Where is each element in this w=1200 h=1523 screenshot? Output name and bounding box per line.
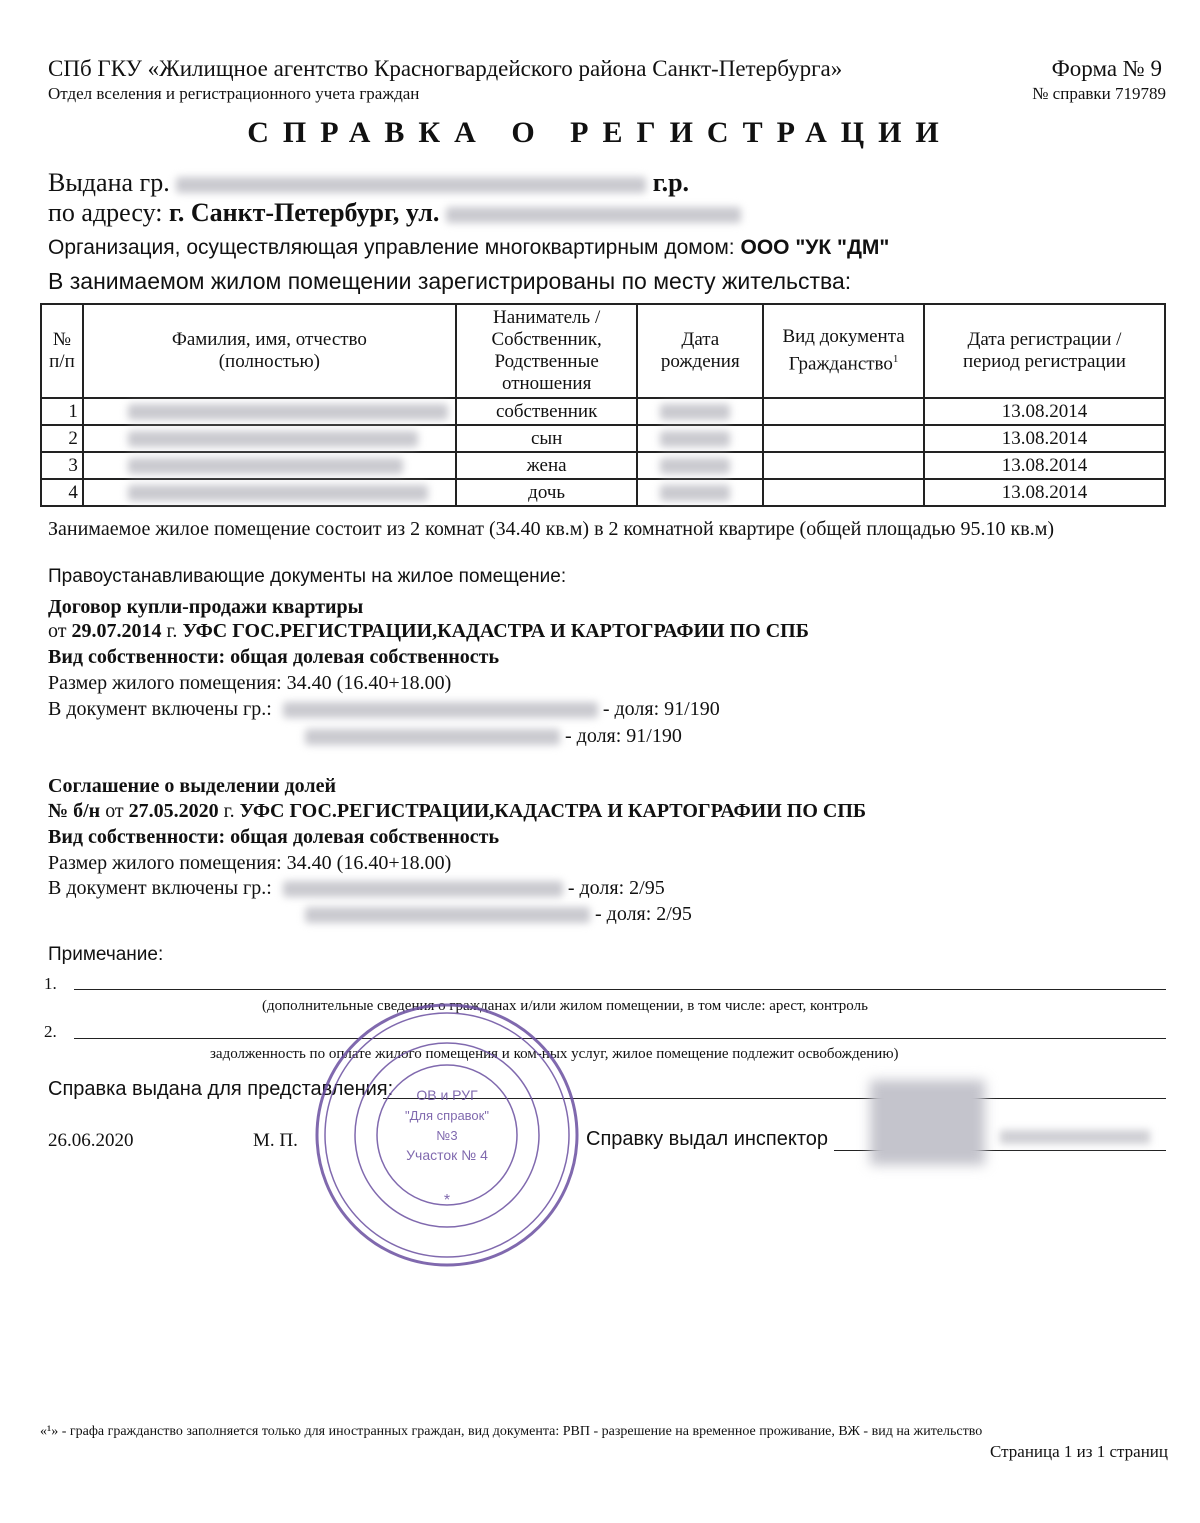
table-row <box>41 398 1165 425</box>
doc2-size: Размер жилого помещения: 34.40 (16.40+18.00) <box>48 852 452 874</box>
row-doc <box>763 452 924 479</box>
row-reg: 13.08.2014 <box>924 398 1165 425</box>
doc1-title: Договор купли-продажи квартиры <box>48 596 364 618</box>
row-num: 2 <box>41 425 83 452</box>
address-line <box>48 198 741 228</box>
registration-table <box>40 303 1166 507</box>
management-line <box>48 236 889 260</box>
org-name: СПб ГКУ «Жилищное агентство Красногвардейского района Санкт-Петербурга» <box>48 56 843 81</box>
row-role: собственник <box>456 398 638 425</box>
stamp-star: * <box>443 1192 451 1209</box>
doc1-included: В документ включены гр.: - доля: 91/190 <box>48 698 720 720</box>
row-reg: 13.08.2014 <box>924 452 1165 479</box>
issued-to-line <box>48 168 689 198</box>
table-row <box>41 425 1165 452</box>
official-seal <box>312 1000 582 1270</box>
docs-label: Правоустанавливающие документы на жилое помещение: <box>48 566 567 587</box>
issued-suffix: г.р. <box>652 168 690 197</box>
row-num: 3 <box>41 452 83 479</box>
address-label: по адресу: <box>48 198 163 227</box>
table-header-row <box>41 304 1165 398</box>
header-num: № п/п <box>41 304 83 398</box>
row-num: 1 <box>41 398 83 425</box>
department-name: Отдел вселения и регистрационного учета граждан <box>48 84 420 103</box>
row-role: жена <box>456 452 638 479</box>
row-reg: 13.08.2014 <box>924 425 1165 452</box>
doc2-title: Соглашение о выделении долей <box>48 775 336 797</box>
inspector-name-redacted <box>1000 1130 1150 1144</box>
doc2-registration-line: № б/н от 27.05.2020 г. УФС ГОС.РЕГИСТРАЦИИ,КАДАСТРА И КАРТОГРАФИИ ПО СПБ <box>48 800 867 822</box>
issued-for-label: Справка выдана для представления: <box>48 1078 394 1100</box>
doc1-ownership: Вид собственности: общая долевая собственность <box>48 646 500 668</box>
row-role: сын <box>456 425 638 452</box>
page-counter: Страница 1 из 1 страниц <box>990 1442 1168 1461</box>
row-doc <box>763 398 924 425</box>
row-reg: 13.08.2014 <box>924 479 1165 506</box>
table-row <box>41 452 1165 479</box>
inspector-label: Справку выдал инспектор <box>586 1128 829 1150</box>
row-doc <box>763 425 924 452</box>
row-doc <box>763 479 924 506</box>
management-value: ООО "УК "ДМ" <box>740 236 890 259</box>
row-num: 4 <box>41 479 83 506</box>
note-1-number: 1. <box>44 974 57 993</box>
header-reg: Дата регистрации / период регистрации <box>924 304 1165 398</box>
row-name <box>83 479 456 506</box>
note-1-hint: (дополнительные сведения о гражданах и/или жилом помещении, в том числе: арест, контроль <box>262 998 868 1014</box>
stamp-text-1: ОВ и РУГ <box>416 1087 478 1103</box>
doc1-size: Размер жилого помещения: 34.40 (16.40+18.00) <box>48 672 452 694</box>
header-dob: Дата рождения <box>637 304 763 398</box>
doc2-included: В документ включены гр.: - доля: 2/95 <box>48 877 665 899</box>
doc1-registration-line: от 29.07.2014 г. УФС ГОС.РЕГИСТРАЦИИ,КАДАСТРА И КАРТОГРАФИИ ПО СПБ <box>48 620 809 642</box>
header-role: Наниматель / Собственник, Родственные отношения <box>456 304 638 398</box>
note-2-number: 2. <box>44 1022 57 1041</box>
issue-date: 26.06.2020 <box>48 1130 134 1151</box>
management-label: Организация, осуществляющая управление многоквартирным домом: <box>48 236 735 259</box>
header-doc: Вид документа Гражданство$^1$ <box>763 304 924 398</box>
doc1-included-2 <box>305 725 682 748</box>
note-1-line <box>74 989 1166 990</box>
doc2-included-2 <box>305 903 692 926</box>
page-title: СПРАВКА О РЕГИСТРАЦИИ <box>247 116 953 149</box>
doc2-ownership: Вид собственности: общая долевая собственность <box>48 826 500 848</box>
stamp-place-label: М. П. <box>253 1130 298 1151</box>
premises-description: Занимаемое жилое помещение состоит из 2 комнат (34.40 кв.м) в 2 комнатной квартире (общей площадью 95.10 кв.м) <box>48 518 1055 540</box>
note-2-hint: задолженность по оплате жилого помещения и ком-ных услуг, жилое помещение подлежит освобождению) <box>210 1046 899 1062</box>
footnote: «¹» - графа гражданство заполняется только для иностранных граждан, вид документа: РВП - разрешение на временное проживание, ВЖ - вид на жительство <box>40 1424 983 1439</box>
address-value: г. Санкт-Петербург, ул. <box>168 198 440 227</box>
registered-heading: В занимаемом жилом помещении зарегистрированы по месту жительства: <box>48 268 852 294</box>
note-2-line <box>74 1038 1166 1039</box>
stamp-text-3: №3 <box>436 1128 458 1143</box>
notes-label: Примечание: <box>48 944 164 965</box>
signature-redacted <box>870 1080 985 1165</box>
row-name <box>83 398 456 425</box>
redacted-name <box>176 177 646 193</box>
row-dob <box>637 479 763 506</box>
row-role: дочь <box>456 479 638 506</box>
row-name <box>83 452 456 479</box>
issued-prefix: Выдана гр. <box>48 168 170 197</box>
certificate-number: № справки 719789 <box>1032 84 1166 103</box>
row-dob <box>637 398 763 425</box>
stamp-text-2: "Для справок" <box>405 1108 489 1123</box>
doc1-share2: - доля: 91/190 <box>565 725 682 747</box>
row-dob <box>637 452 763 479</box>
row-dob <box>637 425 763 452</box>
header-name: Фамилия, имя, отчество (полностью) <box>83 304 456 398</box>
table-row <box>41 479 1165 506</box>
doc2-share1: - доля: 2/95 <box>567 877 665 899</box>
stamp-text-4: Участок № 4 <box>406 1147 488 1163</box>
form-number: Форма № 9 <box>1051 56 1162 81</box>
doc1-share1: - доля: 91/190 <box>602 698 720 720</box>
row-name <box>83 425 456 452</box>
redacted-street <box>446 207 741 223</box>
doc2-share2: - доля: 2/95 <box>595 903 692 925</box>
